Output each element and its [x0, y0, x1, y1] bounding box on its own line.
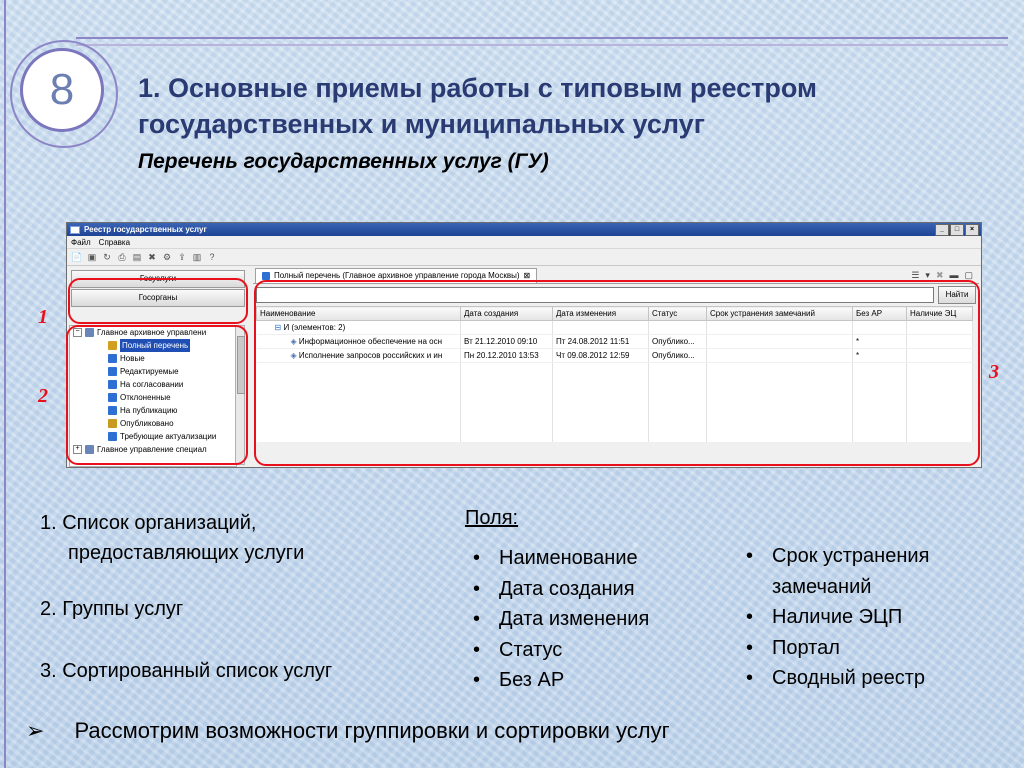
arrow-bullet-icon: ➢: [26, 718, 45, 743]
legend-item-1-line-2: предоставляющих услуги: [68, 542, 305, 564]
list-item: • Наличие ЭЦП: [738, 602, 1008, 633]
tab-icon: [262, 272, 270, 280]
tree-item-label: Опубликовано: [120, 419, 174, 428]
column-header-created[interactable]: Дата создания: [461, 307, 553, 321]
tab-close-icon[interactable]: ⊠: [523, 270, 531, 280]
fields-list-2: [738, 541, 1008, 694]
help-icon[interactable]: ?: [209, 252, 215, 262]
table-cell-no-ar: *: [853, 335, 907, 349]
frame-top-line: [76, 37, 1008, 39]
close-button[interactable]: ×: [965, 224, 979, 236]
preview-icon[interactable]: ▤: [132, 251, 142, 262]
table-cell-status: Опублико...: [649, 349, 707, 363]
minimize-view-icon[interactable]: ▬: [949, 269, 959, 280]
window-title: Реестр государственных услуг: [84, 225, 207, 234]
settings-icon[interactable]: ⚙: [162, 251, 172, 262]
column-header-status[interactable]: Статус: [649, 307, 707, 321]
group-label: И (элементов: 2): [283, 323, 346, 332]
legend-item-2: 2. Группы услуг: [40, 598, 184, 620]
slide-subtitle: Перечень государственных услуг (ГУ): [138, 150, 549, 173]
minimize-button[interactable]: _: [935, 224, 949, 236]
service-name: Информационное обеспечение на осн: [298, 337, 442, 346]
column-header-no-ar[interactable]: Без АР: [853, 307, 907, 321]
list-item: • Портал: [738, 633, 1008, 664]
menu-file[interactable]: Файл: [71, 237, 91, 247]
callout-number-1: 1: [38, 306, 48, 328]
legend-item-3: 3. Сортированный список услуг: [40, 660, 333, 682]
table-cell-status: Опублико...: [649, 335, 707, 349]
list-item: • Статус: [465, 635, 725, 666]
frame-left-line: [4, 0, 6, 768]
column-header-modified[interactable]: Дата изменения: [553, 307, 649, 321]
service-name: Исполнение запросов российских и ин: [298, 351, 443, 360]
tab-label: Полный перечень (Главное архивное управление города Москвы): [274, 270, 520, 280]
table-cell-created: Пн 20.12.2010 13:53: [461, 349, 553, 363]
column-header-deadline[interactable]: Срок устранения замечаний: [707, 307, 853, 321]
delete-icon[interactable]: ✖: [148, 251, 156, 262]
group-icon: ⊟: [274, 323, 282, 332]
slide-number: 8: [20, 48, 104, 132]
callout-number-2: 2: [38, 385, 48, 407]
export-icon[interactable]: ⇪: [178, 251, 186, 262]
list-item: • Дата изменения: [465, 604, 725, 635]
tree-item-label: Требующие актуализации: [120, 432, 217, 441]
list-item: • Сводный реестр: [738, 663, 1008, 694]
gosorgany-button[interactable]: Госорганы: [71, 289, 245, 307]
service-icon: ◈: [290, 337, 297, 346]
report-icon[interactable]: ▥: [192, 251, 202, 262]
callout-box-2: [66, 325, 248, 465]
refresh-icon[interactable]: ↻: [103, 251, 111, 262]
legend-item-1-line-1: 1. Список организаций,: [40, 512, 257, 534]
footer-text: Рассмотрим возможности группировки и сортировки услуг: [74, 718, 670, 743]
callout-box-1: [68, 278, 248, 324]
close-view-icon[interactable]: ✖: [935, 269, 944, 280]
tree-item-label: Редактируемые: [120, 367, 179, 376]
app-icon: [70, 226, 80, 234]
tree-item-label: На публикацию: [120, 406, 178, 415]
callout-box-3: [254, 280, 980, 466]
column-header-signature[interactable]: Наличие ЭЦ: [907, 307, 973, 321]
table-cell-no-ar: *: [853, 349, 907, 363]
table-cell-modified: Чт 09.08.2012 12:59: [553, 349, 649, 363]
list-item: • Дата создания: [465, 574, 725, 605]
window-titlebar: [67, 223, 981, 236]
service-icon: ◈: [290, 351, 297, 360]
view-menu-icon[interactable]: ☰: [911, 269, 920, 280]
slide-title: 1. Основные приемы работы с типовым реестром государственных и муниципальных услуг: [138, 73, 817, 139]
tree-item-label: Отклоненные: [120, 393, 171, 402]
menubar: [67, 236, 981, 249]
table-cell-modified: Пт 24.08.2012 11:51: [553, 335, 649, 349]
tree-item-label: Главное архивное управлени: [97, 328, 207, 337]
save-icon[interactable]: ▣: [87, 251, 97, 262]
column-header-name[interactable]: Наименование: [257, 307, 461, 321]
dropdown-icon[interactable]: ▾: [925, 269, 930, 280]
print-icon[interactable]: ⎙: [118, 251, 126, 262]
toolbar: [67, 249, 981, 266]
frame-top-line-2: [76, 44, 1008, 46]
footer-line: [26, 718, 670, 744]
tree-item-label: Новые: [120, 354, 145, 363]
view-tools: [911, 270, 973, 281]
tree-item-label: Полный перечень: [122, 341, 189, 350]
list-item: • Наименование: [465, 543, 725, 574]
tree-item-label: На согласовании: [120, 380, 184, 389]
callout-number-3: 3: [989, 361, 999, 383]
fields-heading: Поля:: [465, 507, 519, 529]
new-icon[interactable]: 📄: [71, 251, 83, 262]
maximize-button[interactable]: □: [950, 224, 964, 236]
fields-list-1: [465, 543, 725, 696]
expand-icon[interactable]: +: [73, 445, 82, 454]
menu-help[interactable]: Справка: [98, 237, 131, 247]
tree-item-label: Главное управление специал: [97, 445, 207, 454]
table-cell-created: Вт 21.12.2010 09:10: [461, 335, 553, 349]
maximize-view-icon[interactable]: ▢: [964, 269, 973, 280]
collapse-icon[interactable]: −: [73, 328, 82, 337]
find-button[interactable]: Найти: [938, 286, 976, 304]
gosuslugi-button[interactable]: Госуслуги: [71, 270, 245, 288]
list-item: • Без АР: [465, 665, 725, 696]
list-item: • Срок устранения замечаний: [738, 541, 1008, 602]
